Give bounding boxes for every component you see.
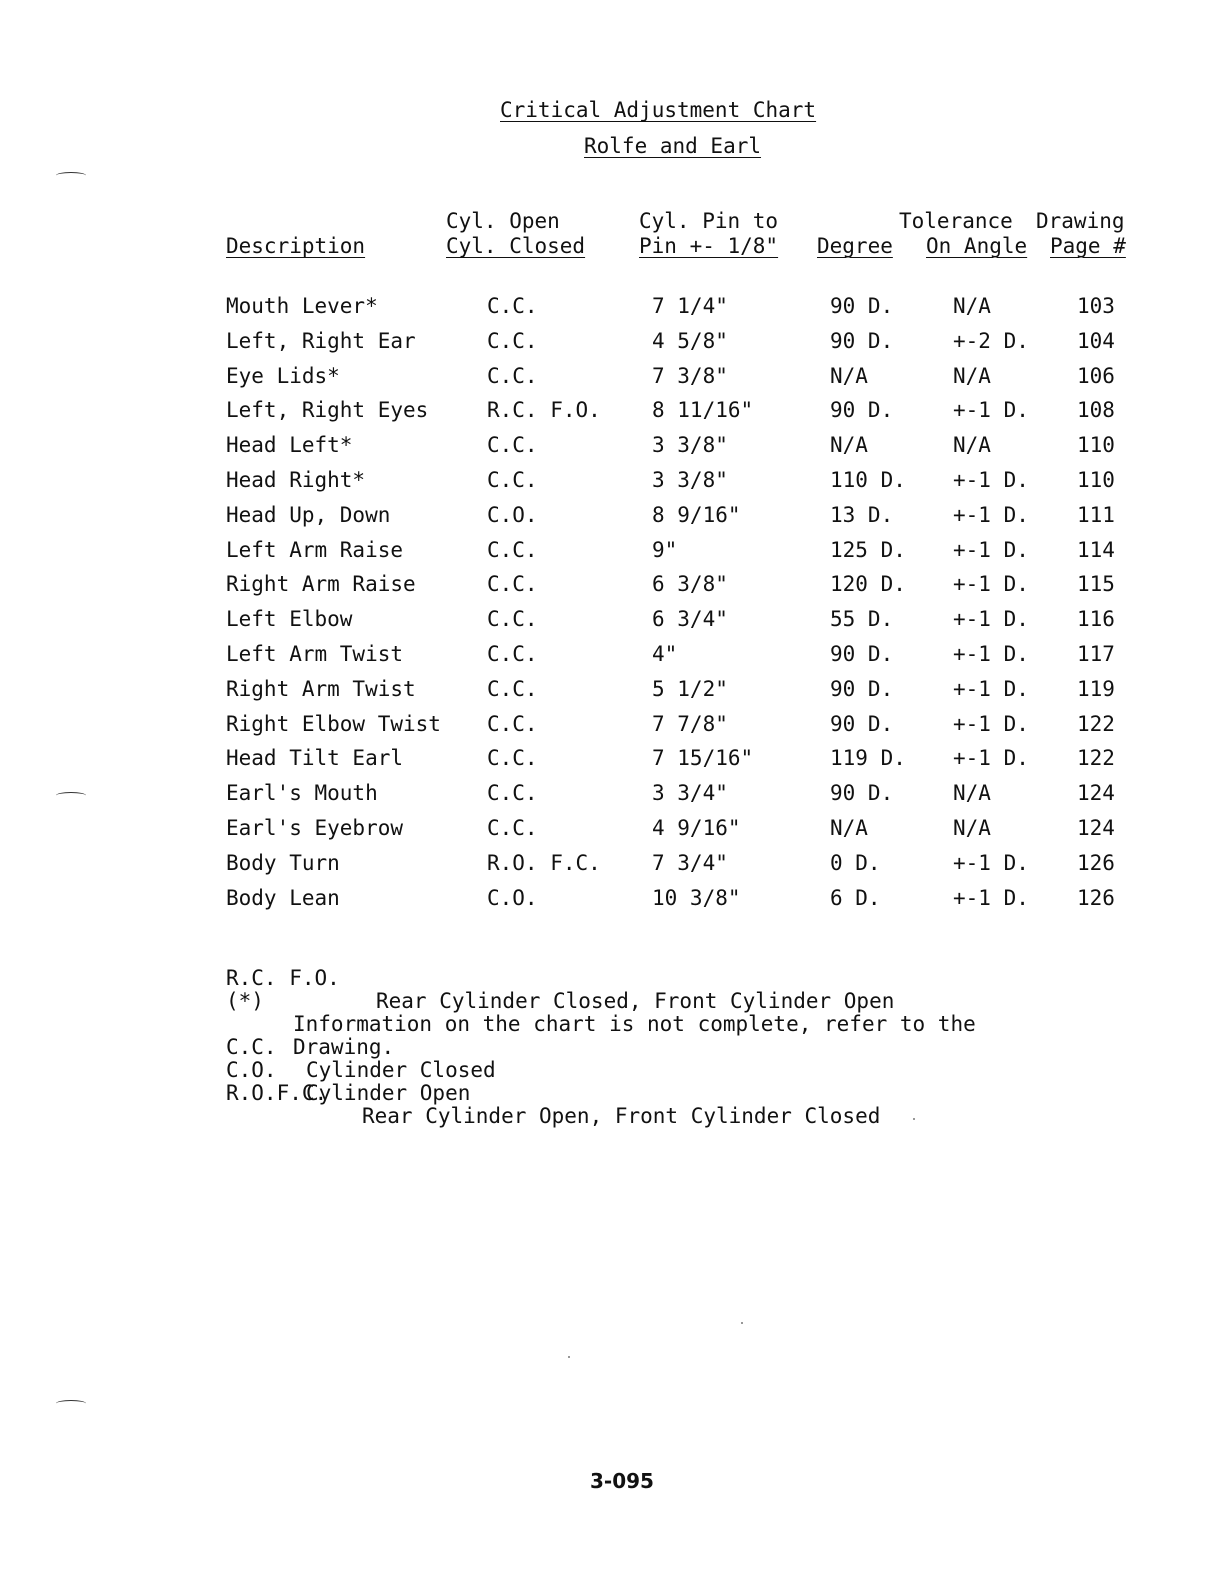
legend-key: (*) bbox=[226, 989, 264, 1013]
cell-pin-to-pin: 7 3/4" bbox=[652, 850, 728, 875]
cell-cylinder-state: C.C. bbox=[487, 468, 538, 492]
cell-tolerance: +-1 D. bbox=[953, 502, 1029, 527]
cell-drawing-page: 126 bbox=[1077, 885, 1115, 910]
cell-tolerance: N/A bbox=[953, 781, 991, 806]
cell-pin-to-pin: 3 3/8" bbox=[652, 468, 728, 492]
cell-pin-to-pin: 6 3/8" bbox=[652, 572, 728, 597]
cell-description: Head Right* bbox=[226, 468, 366, 492]
header-description: Description bbox=[226, 234, 366, 258]
cell-pin-to-pin: 4 5/8" bbox=[652, 328, 728, 353]
cell-degree: 90 D. bbox=[830, 642, 894, 666]
cell-drawing-page: 122 bbox=[1077, 711, 1115, 736]
cell-degree: N/A bbox=[830, 363, 868, 388]
cell-cylinder-state: R.C. F.O. bbox=[487, 398, 601, 423]
cell-degree: 125 D. bbox=[830, 537, 906, 562]
cell-degree: 110 D. bbox=[830, 468, 906, 492]
binding-hole-mark bbox=[56, 1400, 86, 1407]
binding-hole-mark bbox=[56, 172, 86, 179]
legend-key: R.O.F.C. bbox=[226, 1081, 328, 1105]
cell-description: Left, Right Ear bbox=[226, 328, 416, 353]
cell-cylinder-state: C.C. bbox=[487, 642, 538, 666]
header-cyl-open: Cyl. Open bbox=[446, 209, 560, 233]
cell-tolerance: +-1 D. bbox=[953, 537, 1029, 562]
cell-degree: 13 D. bbox=[830, 502, 894, 527]
cell-tolerance: +-1 D. bbox=[953, 642, 1029, 666]
cell-description: Earl's Mouth bbox=[226, 781, 378, 806]
cell-tolerance: +-1 D. bbox=[953, 607, 1029, 632]
cell-drawing-page: 110 bbox=[1077, 433, 1115, 458]
cell-tolerance: +-2 D. bbox=[953, 328, 1029, 353]
scan-speck bbox=[741, 1322, 743, 1324]
cell-tolerance: N/A bbox=[953, 433, 991, 458]
cell-cylinder-state: C.C. bbox=[487, 433, 538, 458]
cell-cylinder-state: C.O. bbox=[487, 502, 538, 527]
cell-description: Eye Lids* bbox=[226, 363, 340, 388]
cell-pin-to-pin: 10 3/8" bbox=[652, 885, 741, 910]
cell-pin-to-pin: 7 1/4" bbox=[652, 294, 728, 318]
cell-description: Body Lean bbox=[226, 885, 340, 910]
cell-description: Earl's Eyebrow bbox=[226, 816, 404, 840]
cell-degree: 90 D. bbox=[830, 711, 894, 736]
header-drawing-line1: Drawing bbox=[1036, 209, 1125, 233]
cell-drawing-page: 115 bbox=[1077, 572, 1115, 597]
cell-tolerance: N/A bbox=[953, 816, 991, 840]
cell-cylinder-state: R.O. F.C. bbox=[487, 850, 601, 875]
cell-pin-to-pin: 3 3/4" bbox=[652, 781, 728, 806]
header-degree: Degree bbox=[817, 234, 893, 258]
cell-pin-to-pin: 7 15/16" bbox=[652, 746, 754, 771]
cell-tolerance: +-1 D. bbox=[953, 746, 1029, 771]
cell-drawing-page: 124 bbox=[1077, 816, 1115, 840]
cell-cylinder-state: C.C. bbox=[487, 746, 538, 771]
cell-degree: 120 D. bbox=[830, 572, 906, 597]
cell-description: Left Arm Raise bbox=[226, 537, 404, 562]
cell-pin-to-pin: 9" bbox=[652, 537, 678, 562]
cell-cylinder-state: C.C. bbox=[487, 537, 538, 562]
cell-cylinder-state: C.O. bbox=[487, 885, 538, 910]
scan-speck bbox=[568, 1356, 570, 1358]
scan-speck bbox=[913, 1118, 915, 1120]
legend-desc: Rear Cylinder Open, Front Cylinder Closed bbox=[362, 1104, 881, 1128]
cell-drawing-page: 124 bbox=[1077, 781, 1115, 806]
cell-drawing-page: 117 bbox=[1077, 642, 1115, 666]
cell-degree: 119 D. bbox=[830, 746, 906, 771]
legend-desc: Information on the chart is not complete, refer to the bbox=[293, 1012, 976, 1036]
cell-cylinder-state: C.C. bbox=[487, 328, 538, 353]
legend-key: R.C. F.O. bbox=[226, 966, 340, 990]
cell-degree: 6 D. bbox=[830, 885, 881, 910]
header-drawing-line2: Page # bbox=[1050, 234, 1126, 258]
cell-description: Right Arm Raise bbox=[226, 572, 416, 597]
cell-pin-to-pin: 7 3/8" bbox=[652, 363, 728, 388]
binding-hole-mark bbox=[56, 792, 86, 799]
cell-drawing-page: 103 bbox=[1077, 294, 1115, 318]
cell-tolerance: N/A bbox=[953, 363, 991, 388]
page-number: 3-095 bbox=[590, 1469, 654, 1493]
legend-desc: Rear Cylinder Closed, Front Cylinder Open bbox=[376, 989, 895, 1013]
header-tolerance-line2: On Angle bbox=[926, 234, 1028, 258]
cell-cylinder-state: C.C. bbox=[487, 607, 538, 632]
chart-title: Critical Adjustment Chart bbox=[500, 98, 817, 122]
cell-description: Right Elbow Twist bbox=[226, 711, 441, 736]
legend-item bbox=[226, 1059, 881, 1128]
header-tolerance-line1: Tolerance bbox=[899, 209, 1013, 233]
cell-degree: N/A bbox=[830, 816, 868, 840]
legend-item bbox=[226, 944, 895, 1013]
cell-cylinder-state: C.C. bbox=[487, 676, 538, 701]
legend-key: C.C. bbox=[226, 1035, 277, 1059]
header-pin-line1: Cyl. Pin to bbox=[639, 209, 779, 233]
cell-pin-to-pin: 8 9/16" bbox=[652, 502, 741, 527]
cell-tolerance: +-1 D. bbox=[953, 676, 1029, 701]
header-pin-line2: Pin +- 1/8" bbox=[639, 234, 779, 258]
cell-degree: N/A bbox=[830, 433, 868, 458]
cell-tolerance: +-1 D. bbox=[953, 850, 1029, 875]
cell-cylinder-state: C.C. bbox=[487, 816, 538, 840]
cell-pin-to-pin: 4 9/16" bbox=[652, 816, 741, 840]
cell-degree: 90 D. bbox=[830, 676, 894, 701]
cell-drawing-page: 108 bbox=[1077, 398, 1115, 423]
cell-description: Body Turn bbox=[226, 850, 340, 875]
cell-degree: 55 D. bbox=[830, 607, 894, 632]
cell-drawing-page: 116 bbox=[1077, 607, 1115, 632]
cell-pin-to-pin: 8 11/16" bbox=[652, 398, 754, 423]
cell-drawing-page: 104 bbox=[1077, 328, 1115, 353]
cell-degree: 90 D. bbox=[830, 328, 894, 353]
cell-degree: 90 D. bbox=[830, 294, 894, 318]
header-cyl-closed: Cyl. Closed bbox=[446, 234, 586, 258]
cell-drawing-page: 119 bbox=[1077, 676, 1115, 701]
cell-cylinder-state: C.C. bbox=[487, 572, 538, 597]
cell-cylinder-state: C.C. bbox=[487, 363, 538, 388]
cell-drawing-page: 114 bbox=[1077, 537, 1115, 562]
cell-tolerance: +-1 D. bbox=[953, 885, 1029, 910]
cell-cylinder-state: C.C. bbox=[487, 781, 538, 806]
cell-degree: 0 D. bbox=[830, 850, 881, 875]
cell-tolerance: +-1 D. bbox=[953, 572, 1029, 597]
legend-key: C.O. bbox=[226, 1058, 277, 1082]
cell-description: Left, Right Eyes bbox=[226, 398, 429, 423]
cell-degree: 90 D. bbox=[830, 781, 894, 806]
cell-cylinder-state: C.C. bbox=[487, 294, 538, 318]
cell-drawing-page: 126 bbox=[1077, 850, 1115, 875]
legend bbox=[226, 944, 976, 1128]
cell-drawing-page: 111 bbox=[1077, 502, 1115, 527]
cell-description: Left Arm Twist bbox=[226, 642, 404, 666]
legend-desc: Cylinder Open bbox=[306, 1081, 471, 1105]
cell-description: Right Arm Twist bbox=[226, 676, 416, 701]
cell-pin-to-pin: 7 7/8" bbox=[652, 711, 728, 736]
legend-desc: Drawing. bbox=[293, 1035, 395, 1059]
cell-description: Head Up, Down bbox=[226, 502, 391, 527]
cell-pin-to-pin: 4" bbox=[652, 642, 678, 666]
cell-description: Head Tilt Earl bbox=[226, 746, 404, 771]
cell-description: Head Left* bbox=[226, 433, 353, 458]
cell-tolerance: N/A bbox=[953, 294, 991, 318]
cell-description: Left Elbow bbox=[226, 607, 353, 632]
cell-pin-to-pin: 3 3/8" bbox=[652, 433, 728, 458]
cell-pin-to-pin: 5 1/2" bbox=[652, 676, 728, 701]
cell-tolerance: +-1 D. bbox=[953, 468, 1029, 492]
cell-drawing-page: 106 bbox=[1077, 363, 1115, 388]
cell-drawing-page: 110 bbox=[1077, 468, 1115, 492]
cell-cylinder-state: C.C. bbox=[487, 711, 538, 736]
cell-tolerance: +-1 D. bbox=[953, 398, 1029, 423]
cell-drawing-page: 122 bbox=[1077, 746, 1115, 771]
cell-pin-to-pin: 6 3/4" bbox=[652, 607, 728, 632]
chart-subtitle: Rolfe and Earl bbox=[584, 134, 762, 158]
cell-degree: 90 D. bbox=[830, 398, 894, 423]
legend-desc: Cylinder Closed bbox=[306, 1058, 496, 1082]
cell-tolerance: +-1 D. bbox=[953, 711, 1029, 736]
cell-description: Mouth Lever* bbox=[226, 294, 378, 318]
